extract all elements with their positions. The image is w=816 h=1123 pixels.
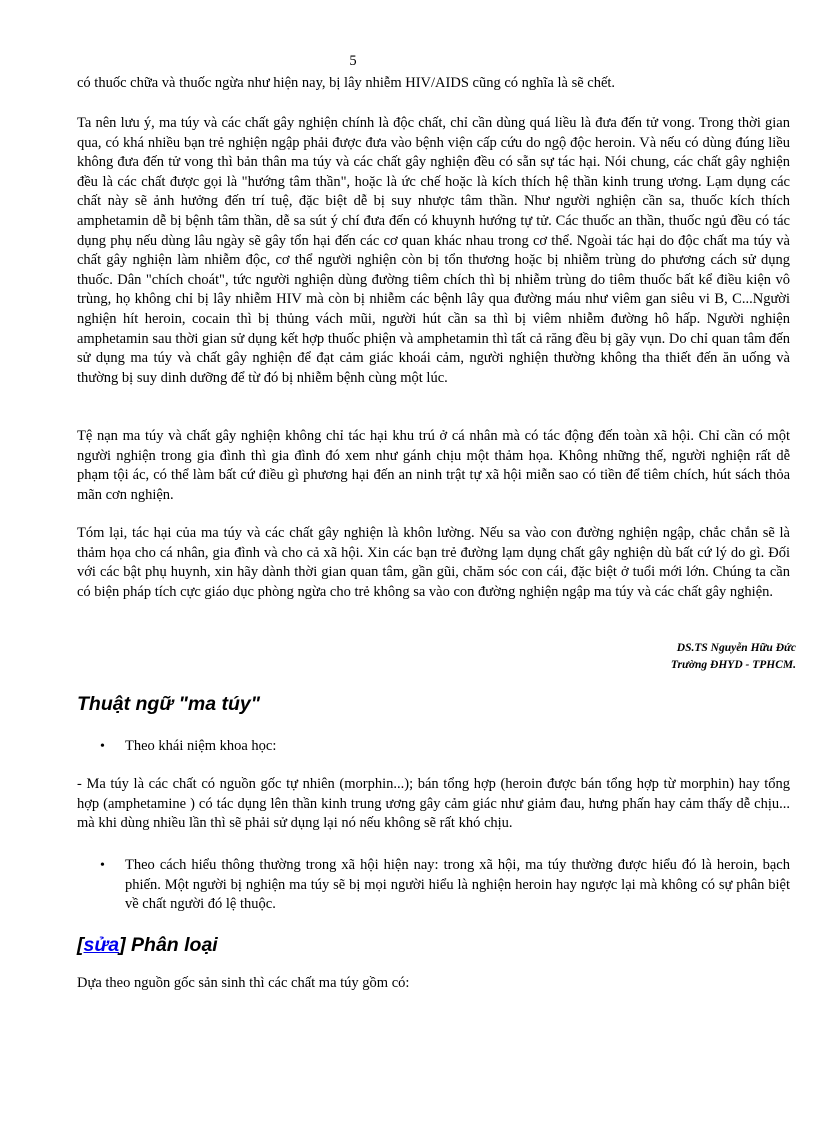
bullet-icon: • bbox=[100, 739, 105, 754]
bullet-text: Theo cách hiểu thông thường trong xã hội hiện nay: trong xã hội, ma túy thường được hiểu đó là heroin, bạch phiến. Một người bị nghiện ma túy sẽ bị mọi người hiểu là nghiện heroin hay ngược lại mà không có sự phân biệt về chất người đó lệ thuộc. bbox=[125, 857, 790, 913]
paragraph-harm: Ta nên lưu ý, ma túy và các chất gây nghiện chính là độc chất, chỉ cần dùng quá liều là đưa đến tử vong. Trong thời gian qua, có khá nhiều bạn trẻ nghiện ngập phải được đưa vào bệnh viện cấp cứu do ngộ độc heroin. Và nếu có dùng đúng liều không đưa đến tử vong thì bản thân ma túy và các chất gây nghiện đều có sẵn sự tác hại. Nói chung, các chất gây nghiện đều là các chất được gọi là "hướng tâm thần", hoặc là ức chế hoặc là kích thích hệ thần kinh trung ương. Lạm dụng các chất này sẽ ảnh hưởng đến trí tuệ, đặc biệt dễ bị suy nhược tâm thần. Như người nghiện cần sa, thuốc kích thích amphetamin dễ bị bệnh tâm thần, dễ sa sút ý chí đưa đến có khuynh hướng tự tử. Các thuốc an thần, thuốc ngủ đều có tác dụng phụ nếu dùng lâu ngày sẽ gây tổn hại đến các cơ quan khác nhau trong cơ thể. Ngoài tác hại do độc chất ma túy và chất gây nghiện làm nhiễm độc, cơ thể người nghiện còn bị tổn thương hoặc bị nhiễm trùng do phương cách sử dụng thuốc. Dân "chích choát", tức người nghiện dùng đường tiêm chích thì bị nhiễm trùng do tiêm thuốc bất kể điều kiện vô trùng, họ không chỉ bị lây nhiễm HIV mà còn bị nhiễm các bệnh lây qua đường máu như viêm gan siêu vi B, C...Người nghiện hít heroin, cocain thì bị thủng vách mũi, người hút cần sa thì bị viêm nhiễm đường hô hấp. Người nghiện amphetamin sau thời gian sử dụng kết hợp thuốc phiện và amphetamin thì tất cả răng đều bị gãy vụn. Do chỉ quan tâm đến sử dụng ma túy và chất gây nghiện để đạt cảm giác khoái cảm, người nghiện thường không tha thiết đến ăn uống và thường bị suy dinh dưỡng để từ đó bị nhiễm bệnh cùng một lúc. bbox=[77, 115, 790, 386]
bullet-item-common bbox=[100, 856, 790, 915]
section-heading-classification bbox=[77, 933, 218, 957]
bracket-close: ] bbox=[119, 934, 126, 956]
heading-text: Phân loại bbox=[125, 934, 218, 956]
definition-paragraph: - Ma túy là các chất có nguồn gốc tự nhiên (morphin...); bán tổng hợp (heroin được bán tổng hợp từ morphin) hay tổng hợp (amphetamine ) có tác dụng lên thần kinh trung ương gây cảm giác như giảm đau, hưng phấn hay cảm thấy dễ chịu... mà khi dùng nhiều lần thì sẽ phải sử dụng lại nó nếu không sẽ rất khó chịu. bbox=[77, 776, 790, 832]
signature-org: Trường ĐHYD - TPHCM. bbox=[670, 659, 796, 671]
edit-link[interactable]: sửa bbox=[83, 934, 120, 956]
classification-intro: Dựa theo nguồn gốc sản sinh thì các chất ma túy gồm có: bbox=[77, 975, 410, 991]
paragraph-summary: Tóm lại, tác hại của ma túy và các chất gây nghiện là khôn lường. Nếu sa vào con đường nghiện ngập, chắc chắn sẽ là thảm họa cho cá nhân, gia đình và cho cả xã hội. Xin các bạn trẻ đường lạm dụng chất gây nghiện dù bất cứ lý do gì. Đối với các bật phụ huynh, xin hãy dành thời gian quan tâm, gần gũi, chăm sóc con cái, đặc biệt ở tuổi mới lớn. Chúng ta cần có biện pháp tích cực giáo dục phòng ngừa cho trẻ không sa vào con đường nghiện ngập ma túy và các chất gây nghiện. bbox=[77, 525, 790, 600]
signature-author: DS.TS Nguyễn Hữu Đức bbox=[676, 642, 796, 654]
paragraph-society: Tệ nạn ma túy và chất gây nghiện không chỉ tác hại khu trú ở cá nhân mà có tác động đến toàn xã hội. Chỉ cần có một người nghiện trong gia đình thì gia đình đó xem như gánh chịu một thảm họa. Không những thế, người nghiện rất dễ phạm tội ác, có thể làm bất cứ điều gì phương hại đến an ninh trật tự xã hội miễn sao có tiền để tiêm chích, hút sách thỏa mãn cơn nghiện. bbox=[77, 428, 790, 503]
intro-line: có thuốc chữa và thuốc ngừa như hiện nay, bị lây nhiễm HIV/AIDS cũng có nghĩa là sẽ chết. bbox=[77, 75, 616, 91]
bracket-open: [ bbox=[77, 934, 84, 956]
bullet-item-scientific bbox=[100, 737, 790, 757]
page-number: 5 bbox=[349, 53, 357, 69]
bullet-icon: • bbox=[100, 858, 105, 873]
section-heading-term: Thuật ngữ "ma túy" bbox=[77, 693, 260, 715]
bullet-text: Theo khái niệm khoa học: bbox=[125, 738, 277, 754]
